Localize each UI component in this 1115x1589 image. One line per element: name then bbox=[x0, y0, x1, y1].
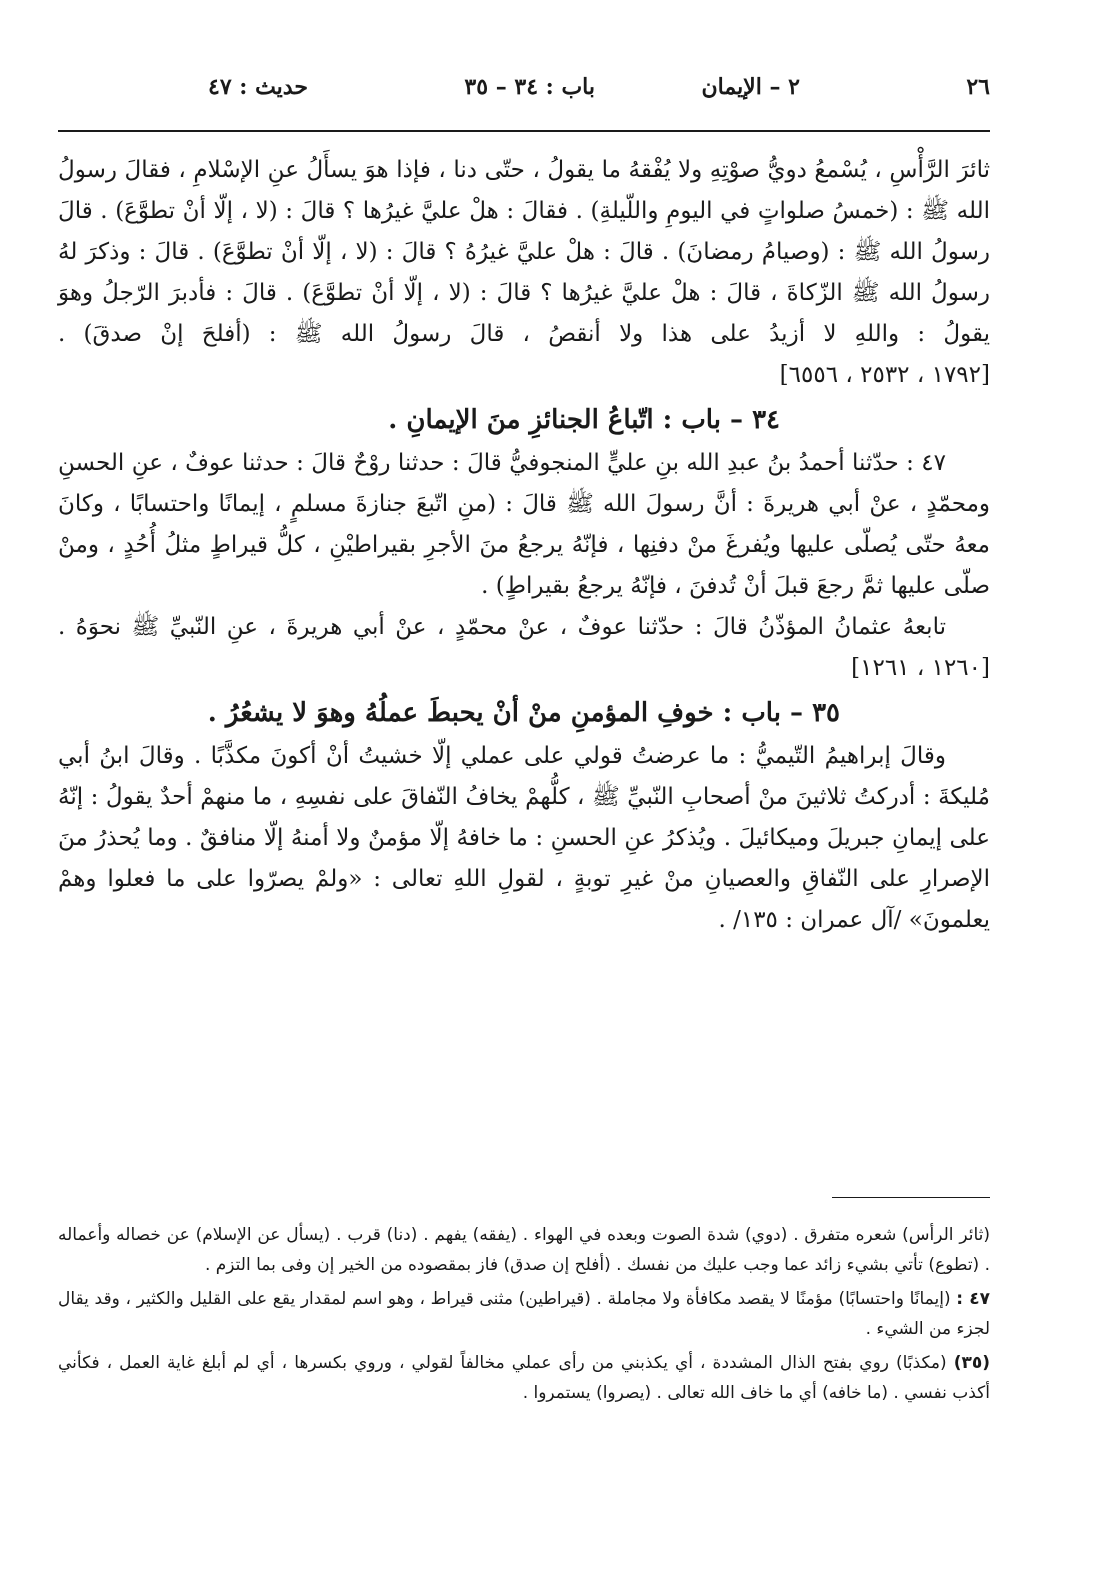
header-rule bbox=[58, 130, 990, 132]
footnote-47-number: ٤٧ : bbox=[956, 1289, 991, 1309]
footnote-1: (ثائر الرأس) شعره متفرق . (دوي) شدة الصوت وبعده في الهواء . (يفقه) يفهم . (دنا) قرب . (يسأل عن الإسلام) عن خصاله وأعماله . (تطوع) تأتي بشيء زائد عما وجب عليك من نفسك . (أفلح إن صدق) فاز بمقصوده من الخير إن وفى بما التزم . bbox=[58, 1225, 990, 1275]
footnote-rule bbox=[832, 1197, 990, 1198]
running-head bbox=[58, 62, 990, 108]
footnote-35 bbox=[58, 1348, 990, 1408]
footnote-35-number: (٣٥) bbox=[953, 1353, 991, 1373]
hadith-47-corroboration bbox=[58, 607, 990, 689]
hadith-46-text: ثائرَ الرَّأْسِ ، يُسْمعُ دويُّ صوْتِهِ ولا يُفْقهُ ما يقولُ ، حتّى دنا ، فإذا هوَ يسأَلُ عنِ الإسْلامِ ، فقالَ رسولُ الله ﷺ : (خمسُ صلواتٍ في اليومِ واللّيلةِ) . فقالَ : هلْ عليَّ غيرُها ؟ قالَ : (لا ، إلّا أنْ تطوَّعَ) . قالَ رسولُ الله ﷺ : (وصيامُ رمضانَ) . قالَ : هلْ عليَّ غيرُهُ ؟ قالَ : (لا ، إلّا أنْ تطوَّعَ) . قالَ : وذكرَ لهُ رسولُ الله ﷺ الزّكاةَ ، قالَ : هلْ عليَّ غيرُها ؟ قالَ : (لا ، إلّا أنْ تطوَّعَ) . قالَ : فأدبرَ الرّجلُ وهوَ يقولُ : واللهِ لا أزيدُ على هذا ولا أنقصُ ، قالَ رسولُ الله ﷺ : (أفلحَ إنْ صدقَ) . bbox=[58, 157, 990, 347]
page-number: ٢٦ bbox=[966, 74, 990, 100]
footnote-47-text: (إيمانًا واحتسابًا) مؤمنًا لا يقصد مكافأة ولا مجاملة . (قيراطين) مثنى قيراط ، وهو اسم لمقدار يقع على القليل والكثير ، وقد يقال لجزء من الشيء . bbox=[58, 1289, 990, 1339]
corroboration-text: تابعهُ عثمانُ المؤذّنُ قالَ : حدّثنا عوفٌ ، عنْ محمّدٍ ، عنْ أبي هريرةَ ، عنِ النّبيِّ ﷺ نحوَهُ . bbox=[58, 614, 946, 640]
hadith-46-references: [١٧٩٢ ، ٢٥٣٢ ، ٦٥٥٦] bbox=[779, 362, 990, 388]
hadith-number: حديث : ٤٧ bbox=[208, 74, 308, 100]
hadith-47: ٤٧ : حدّثنا أحمدُ بنُ عبدِ الله بنِ عليٍّ المنجوفيُّ قالَ : حدثنا روْحٌ قالَ : حدثنا عوفٌ ، عنِ الحسنِ ومحمّدٍ ، عنْ أبي هريرةَ : أنَّ رسولَ الله ﷺ قالَ : (منِ اتّبعَ جنازةَ مسلمٍ ، إيمانًا واحتسابًا ، وكانَ معهُ حتّى يُصلّى عليها ويُفرغَ منْ دفنِها ، فإنّهُ يرجعُ منَ الأجرِ بقيراطيْنِ ، كلُّ قيراطٍ مثلُ أُحُدٍ ، ومنْ صلّى عليها ثمَّ رجعَ قبلَ أنْ تُدفنَ ، فإنّهُ يرجعُ بقيراطٍ) . bbox=[58, 450, 990, 599]
chapter-35-text: وقالَ إبراهيمُ التّيميُّ : ما عرضتُ قولي على عملي إلّا خشيتُ أنْ أكونَ مكذَّبًا . وقالَ ابنُ أبي مُليكةَ : أدركتُ ثلاثينَ منْ أصحابِ النّبيِّ ﷺ ، كلُّهمْ يخافُ النّفاقَ على نفسِهِ ، ما منهمْ أحدٌ يقولُ : إنّهُ على إيمانِ جبريلَ وميكائيلَ . ويُذكرُ عنِ الحسنِ : ما خافهُ إلّا مؤمنٌ ولا أمنهُ إلّا منافقٌ . وما يُحذرُ منَ الإصرارِ على النّفاقِ والعصيانِ منْ غيرِ توبةٍ ، لقولِ اللهِ تعالى : «ولمْ يصرّوا على ما فعلوا وهمْ يعلمونَ» /آل عمران : ١٣٥/ . bbox=[58, 743, 990, 933]
page-content bbox=[58, 62, 990, 108]
main-text bbox=[58, 150, 990, 941]
footnote-47 bbox=[58, 1284, 990, 1344]
hadith-46-continuation bbox=[58, 150, 990, 396]
footnote-35-text: (مكذبًا) روي بفتح الذال المشددة ، أي يكذبني من رأى عملي مخالفاً لقولي ، وروي بكسرها ، أي لم أبلغ غاية العمل ، فكأني أكذب نفسي . (ما خافه) أي ما خاف الله تعالى . (يصروا) يستمروا . bbox=[58, 1353, 990, 1403]
book-title: ٢ – الإيمان bbox=[701, 74, 800, 100]
corroboration-references: [١٢٦٠ ، ١٢٦١] bbox=[851, 655, 990, 681]
chapter-range: باب : ٣٤ – ٣٥ bbox=[464, 74, 595, 100]
chapter-34-heading: ٣٤ – باب : اتّباعُ الجنائزِ منَ الإيمانِ . bbox=[388, 405, 780, 435]
footnotes bbox=[58, 1220, 990, 1412]
chapter-35-heading: ٣٥ – باب : خوفِ المؤمنِ منْ أنْ يحبطَ عملُهُ وهوَ لا يشعُرُ . bbox=[207, 698, 840, 728]
